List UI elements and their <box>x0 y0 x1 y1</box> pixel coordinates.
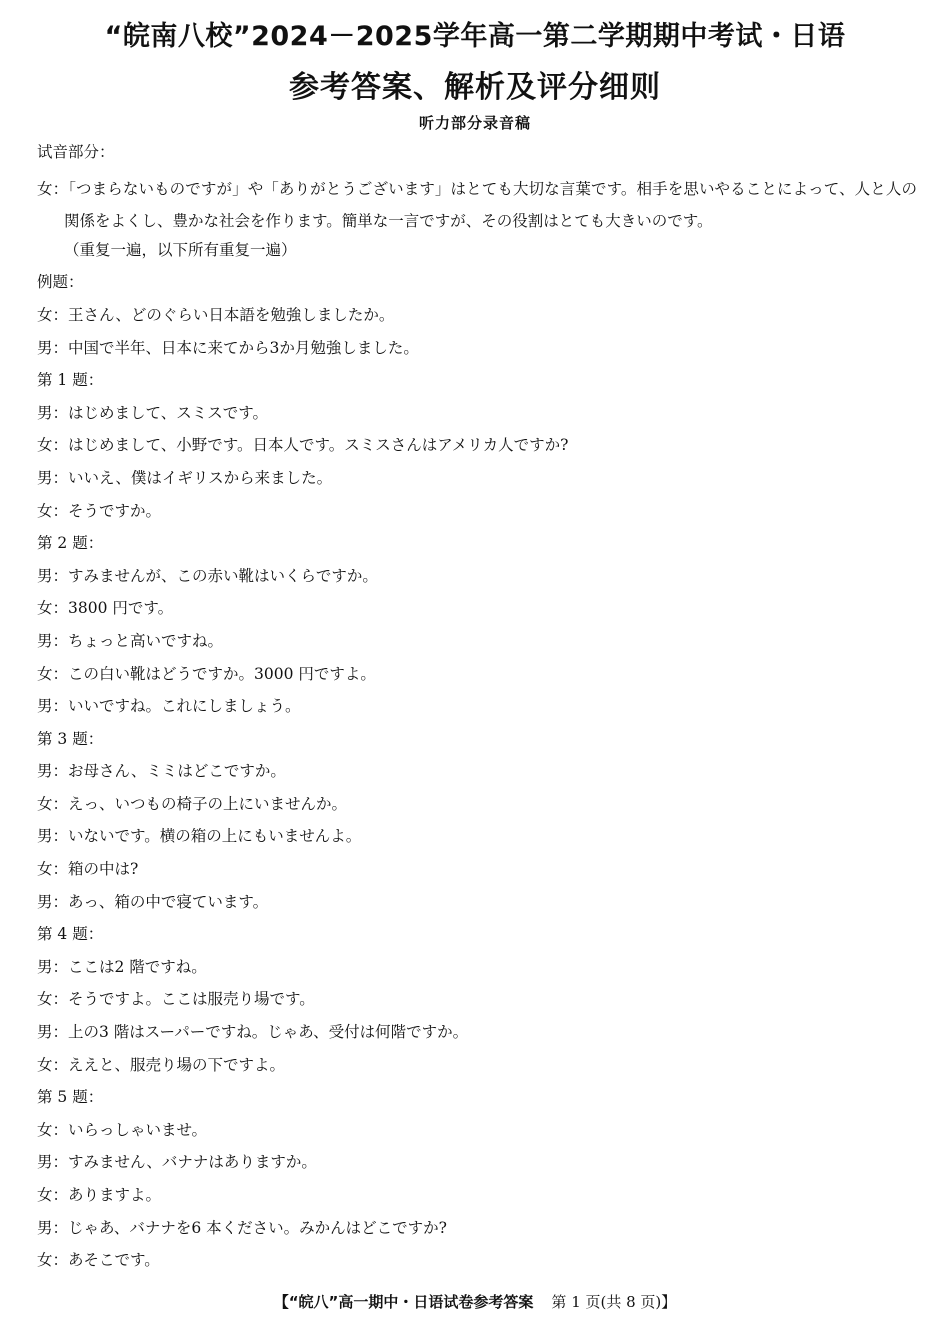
dialogue-line: 女：あそこです。 <box>37 1251 160 1270</box>
dialogue-line: 男：はじめまして、スミスです。 <box>37 403 268 422</box>
dialogue-line: 男：いいえ、僕はイギリスから来ました。 <box>37 468 333 487</box>
dialogue-line: 男：いないです。横の箱の上にもいませんよ。 <box>37 827 362 846</box>
dialogue-line: 女：はじめまして、小野です。日本人です。スミスさんはアメリカ人ですか? <box>37 436 569 455</box>
dialogue-line: 女：ありますよ。 <box>37 1186 162 1204</box>
question-3-label: 第 3 题： <box>37 729 104 748</box>
dialogue-line: 女：そうですよ。ここは服売り場です。 <box>37 990 315 1009</box>
dialogue-line: 男：あっ、箱の中で寝ています。 <box>37 892 269 911</box>
dialogue-line: 女：この白い靴はどうですか。3000 円ですよ。 <box>37 664 376 683</box>
transcript-body <box>37 140 917 1281</box>
dialogue-line: 男：すみませんが、この赤い靴はいくらですか。 <box>37 566 378 585</box>
question-5-label: 第 5 题： <box>37 1088 104 1107</box>
footer-page-number: 第 1 页(共 8 页)】 <box>551 1293 677 1311</box>
document-title: “皖南八校”2024－2025学年高一第二学期期中考试・日语 <box>104 21 846 52</box>
question-1-label: 第 1 题： <box>37 371 104 390</box>
repeat-note: （重复一遍，以下所有重复一遍） <box>64 240 297 259</box>
dialogue-line: 女：3800 円です。 <box>37 599 174 618</box>
dialogue-line: 男：お母さん、ミミはどこですか。 <box>37 762 286 781</box>
dialogue-line: 男：中国で半年、日本に来てから3か月勉強しました。 <box>37 338 419 357</box>
dialogue-line: 女：ええと、服売り場の下ですよ。 <box>37 1055 286 1074</box>
question-4-label: 第 4 题： <box>37 925 104 944</box>
section-heading: 听力部分录音稿 <box>418 114 531 132</box>
trial-text: 女：「つまらないものですが」や「ありがとうございます」はとても大切な言葉です。相手を思いやることによって、人と人の関係をよくし、豊かな社会を作ります。簡単な一言ですが、その役割はとても大きいのです。 <box>37 179 917 231</box>
dialogue-line: 女：王さん、どのぐらい日本語を勉強しましたか。 <box>37 305 395 324</box>
dialogue-line: 男：じゃあ、バナナを6 本ください。みかんはどこですか? <box>37 1218 447 1237</box>
trial-label: 试音部分： <box>37 143 115 161</box>
dialogue-line: 女：そうですか。 <box>37 501 162 520</box>
dialogue-line: 女：いらっしゃいませ。 <box>37 1120 208 1139</box>
question-2-label: 第 2 题： <box>37 534 104 553</box>
document-subtitle: 参考答案、解析及评分细则 <box>289 70 661 105</box>
dialogue-line: 男：すみません、バナナはありますか。 <box>37 1153 317 1172</box>
page-footer <box>0 1291 950 1312</box>
example-label: 例题： <box>37 273 84 292</box>
dialogue-line: 女：えっ、いつもの椅子の上にいませんか。 <box>37 794 348 813</box>
dialogue-line: 男：上の3 階はスーパーですね。じゃあ、受付は何階ですか。 <box>37 1023 469 1042</box>
footer-document-name: 【“皖八”高一期中・日语试卷参考答案 <box>273 1293 534 1311</box>
dialogue-line: 女：箱の中は? <box>37 860 139 879</box>
dialogue-line: 男：ここは2 階ですね。 <box>37 957 207 976</box>
dialogue-line: 男：いいですね。これにしましょう。 <box>37 697 301 716</box>
dialogue-line: 男：ちょっと高いですね。 <box>37 631 224 650</box>
